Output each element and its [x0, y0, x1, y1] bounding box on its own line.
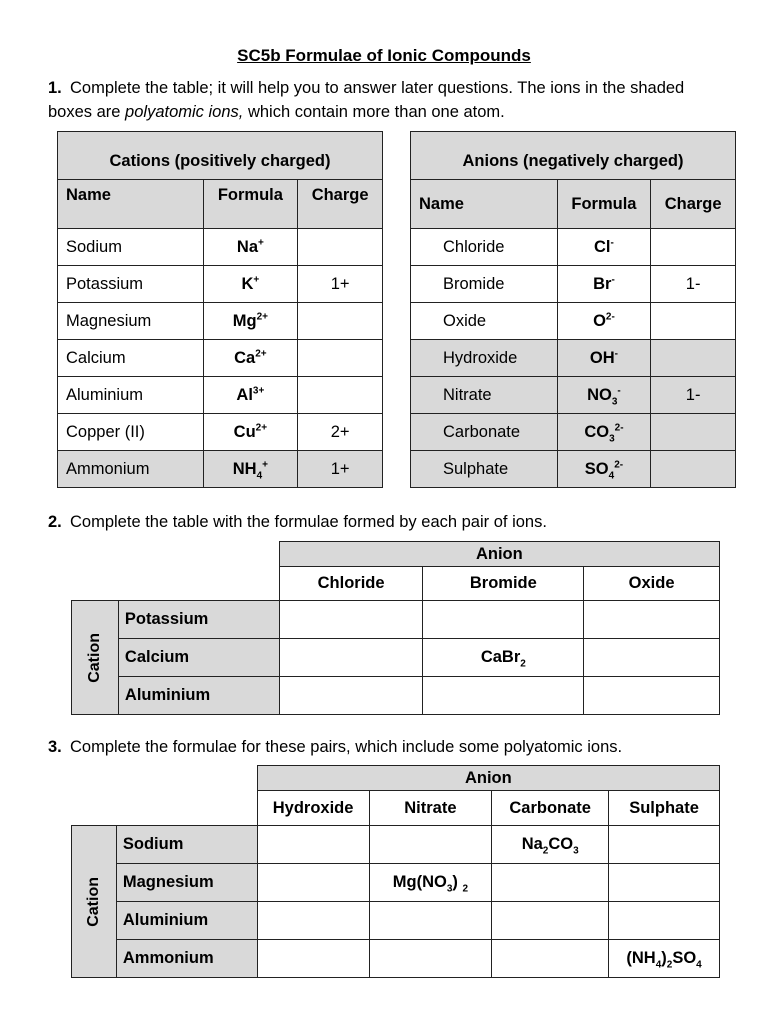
table-row: [411, 266, 736, 303]
question-number: 2.: [48, 513, 62, 531]
answer-cell[interactable]: [257, 902, 369, 940]
charge-cell[interactable]: [651, 414, 736, 451]
answer-cell[interactable]: [279, 639, 423, 677]
table-row: [72, 864, 720, 902]
question-number: 3.: [48, 738, 62, 756]
charge-cell[interactable]: [651, 451, 736, 488]
question-text: Complete the formulae for these pairs, which include some polyatomic ions.: [70, 738, 623, 756]
answer-cell[interactable]: $(NH_4)_2SO_4$: [609, 940, 720, 978]
charge-cell[interactable]: [298, 303, 383, 340]
formula-cell: Na+: [203, 229, 298, 266]
table-row: [58, 229, 383, 266]
table-row: [411, 303, 736, 340]
formula-cell: Cl-: [557, 229, 651, 266]
formula-cell: $Al^{3+}$: [203, 377, 298, 414]
answer-cell[interactable]: $Na_2CO_3$: [492, 826, 609, 864]
formula-cell: $CO_3^{2-}$: [557, 414, 651, 451]
anion-header: Anion: [257, 766, 719, 791]
answer-cell[interactable]: [279, 601, 423, 639]
q3-table: [71, 765, 720, 978]
charge-cell[interactable]: 2+: [298, 414, 383, 451]
ion-name: Calcium: [58, 340, 204, 377]
answer-cell[interactable]: [369, 826, 492, 864]
answer-cell[interactable]: $Mg(NO_3)$ $_2$: [369, 864, 492, 902]
answer-cell[interactable]: [609, 902, 720, 940]
col-header-charge: Charge: [651, 180, 736, 229]
ion-name: Copper (II): [58, 414, 204, 451]
answer-cell[interactable]: [279, 677, 423, 715]
charge-cell[interactable]: 1-: [651, 266, 736, 303]
ion-name: Chloride: [411, 229, 558, 266]
cation-row-header: Potassium: [118, 601, 279, 639]
answer-cell[interactable]: [492, 940, 609, 978]
question-text: Complete the table; it will help you to answer later questions. The ions in the shaded boxes are polyatomic ions, which contain more than one atom.: [48, 79, 685, 121]
anion-col-header: Hydroxide: [257, 791, 369, 826]
anion-header: Anion: [279, 542, 719, 567]
answer-cell[interactable]: [492, 902, 609, 940]
answer-cell[interactable]: [609, 864, 720, 902]
answer-cell[interactable]: [492, 864, 609, 902]
table-row: [411, 414, 736, 451]
table-row: [411, 229, 736, 266]
ion-name: Ammonium: [58, 451, 204, 488]
table-row: [72, 902, 720, 940]
anions-heading: Anions (negatively charged): [411, 132, 736, 180]
col-header-formula: Formula: [557, 180, 651, 229]
answer-cell[interactable]: CaBr$_2$: [423, 639, 584, 677]
charge-cell[interactable]: [298, 229, 383, 266]
charge-cell[interactable]: [298, 377, 383, 414]
ion-name: Hydroxide: [411, 340, 558, 377]
table-row: [58, 451, 383, 488]
formula-cell: K+: [203, 266, 298, 303]
formula-cell: $NO_3^-$: [557, 377, 651, 414]
ion-name: Sodium: [58, 229, 204, 266]
ion-name: Potassium: [58, 266, 204, 303]
col-header-name: Name: [411, 180, 558, 229]
cations-heading: Cations (positively charged): [58, 132, 383, 180]
question-number: 1.: [48, 79, 62, 97]
table-row: [58, 266, 383, 303]
formula-cell: $Cu^{2+}$: [203, 414, 298, 451]
question-3: [48, 735, 622, 759]
table-row: [411, 451, 736, 488]
formula-cell: $SO_4^{2-}$: [557, 451, 651, 488]
formula-cell: $NH_4^+$: [203, 451, 298, 488]
ion-name: Magnesium: [58, 303, 204, 340]
table-row: [72, 940, 720, 978]
answer-cell[interactable]: [423, 601, 584, 639]
ion-name: Bromide: [411, 266, 558, 303]
anion-col-header: Oxide: [584, 567, 720, 601]
table-row: [58, 303, 383, 340]
ion-name: Sulphate: [411, 451, 558, 488]
table-row: [411, 340, 736, 377]
charge-cell[interactable]: [298, 340, 383, 377]
table-row: [72, 826, 720, 864]
col-header-name: Name: [58, 180, 204, 229]
anion-col-header: Sulphate: [609, 791, 720, 826]
anion-col-header: Bromide: [423, 567, 584, 601]
formula-cell: Br-: [557, 266, 651, 303]
charge-cell[interactable]: 1+: [298, 451, 383, 488]
table-row: [58, 414, 383, 451]
cations-table: [57, 131, 383, 488]
ion-name: Aluminium: [58, 377, 204, 414]
answer-cell[interactable]: [257, 826, 369, 864]
anion-col-header: Chloride: [279, 567, 423, 601]
answer-cell[interactable]: [257, 864, 369, 902]
charge-cell[interactable]: [651, 229, 736, 266]
anion-col-header: Nitrate: [369, 791, 492, 826]
answer-cell[interactable]: [584, 677, 720, 715]
col-header-charge: Charge: [298, 180, 383, 229]
answer-cell[interactable]: [369, 902, 492, 940]
cation-side-header: Cation: [72, 826, 117, 978]
anion-col-header: Carbonate: [492, 791, 609, 826]
q2-table: [71, 541, 720, 715]
ion-name: Nitrate: [411, 377, 558, 414]
cation-row-header: Calcium: [118, 639, 279, 677]
charge-cell[interactable]: 1-: [651, 377, 736, 414]
cation-row-header: Magnesium: [116, 864, 257, 902]
question-text: Complete the table with the formulae formed by each pair of ions.: [70, 513, 547, 531]
answer-cell[interactable]: [584, 601, 720, 639]
charge-cell[interactable]: [651, 303, 736, 340]
formula-cell: OH-: [557, 340, 651, 377]
table-row: [58, 377, 383, 414]
answer-cell[interactable]: [609, 826, 720, 864]
table-row: [72, 677, 720, 715]
cation-row-header: Aluminium: [118, 677, 279, 715]
table-row: [72, 639, 720, 677]
charge-cell[interactable]: 1+: [298, 266, 383, 303]
anions-table: [410, 131, 736, 488]
page-title: SC5b Formulae of Ionic Compounds: [237, 46, 531, 65]
question-1: [48, 76, 728, 124]
ion-name: Carbonate: [411, 414, 558, 451]
question-2: [48, 510, 547, 534]
charge-cell[interactable]: [651, 340, 736, 377]
formula-cell: $Ca^{2+}$: [203, 340, 298, 377]
col-header-formula: Formula: [203, 180, 298, 229]
table-row: [58, 340, 383, 377]
formula-cell: $O^{2-}$: [557, 303, 651, 340]
formula-cell: $Mg^{2+}$: [203, 303, 298, 340]
answer-cell[interactable]: [584, 639, 720, 677]
ion-name: Oxide: [411, 303, 558, 340]
cation-side-header: Cation: [72, 601, 119, 715]
answer-cell[interactable]: [423, 677, 584, 715]
table-row: [411, 377, 736, 414]
cation-row-header: Ammonium: [116, 940, 257, 978]
table-row: [72, 601, 720, 639]
answer-cell[interactable]: [369, 940, 492, 978]
cation-row-header: Aluminium: [116, 902, 257, 940]
cation-row-header: Sodium: [116, 826, 257, 864]
answer-cell[interactable]: [257, 940, 369, 978]
